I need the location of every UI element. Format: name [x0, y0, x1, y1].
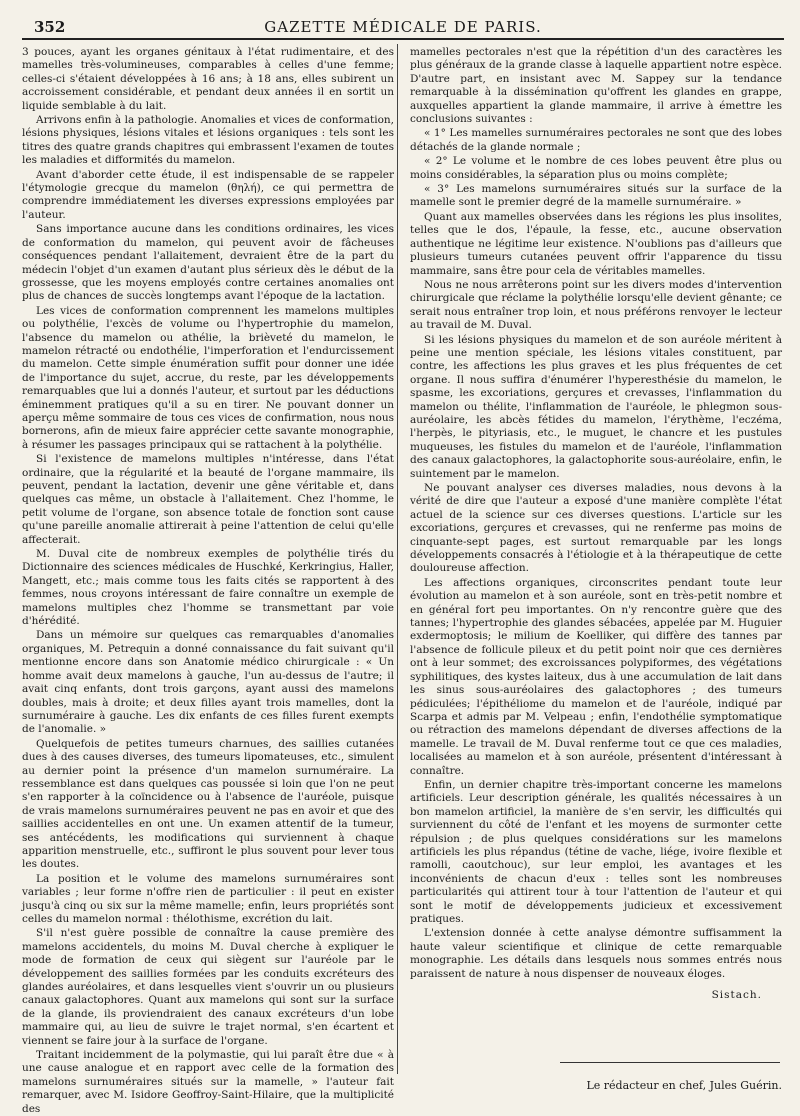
paragraph: Quant aux mamelles observées dans les régions les plus insolites, telles que le dos, l'épaule, la fesse, etc., aucune observation authentique ne légitime leur existence. N'oublions pas d'ailleurs que plusieurs tumeurs cutanées peuvent offrir l'apparence du tissu mammaire, sans être pour cela de véritables mamelles.	[410, 210, 782, 277]
paragraph: mamelles pectorales n'est que la répétition d'un des caractères les plus généraux de la grande classe à laquelle appartient notre espèce. D'autre part, en insistant avec M. Sappey sur la tendance remarquable à la dissémination qu'offrent les glandes en grappe, auxquelles appartient la glande mammaire, il arrive à émettre les conclusions suivantes :	[410, 46, 782, 126]
editor-line: Le rédacteur en chef, Jules Guérin.	[586, 1079, 782, 1093]
paragraph: La position et le volume des mamelons surnuméraires sont variables ; leur forme n'offre rien de particulier : il peut en exister jusqu'à cinq ou six sur la même mamelle; enfin, leurs propriétés sont celles du mamelon normal : thélothisme, excrétion du lait.	[22, 872, 394, 925]
paragraph: Nous ne nous arrêterons point sur les divers modes d'intervention chirurgicale que réclame la polythélie lorsqu'elle devient gênante; ce serait nous entraîner trop loin, et nous préférons renvoyer le lecteur au travail de M. Duval.	[410, 278, 782, 332]
paragraph: « 3° Les mamelons surnuméraires situés sur la surface de la mamelle sont le premier degré de la mamelle surnuméraire. »	[410, 183, 782, 209]
paragraph: 3 pouces, ayant les organes génitaux à l'état rudimentaire, et des mamelles très-volumineuses, comparables à celles d'une femme; celles-ci s'étaient développées à 16 ans; à 18 ans, elles subirent un accroissement considérable, et pendant deux années il en sortit un liquide semblable à du lait.	[22, 46, 394, 112]
paragraph: L'extension donnée à cette analyse démontre suffisamment la haute valeur scientifique et clinique de cette remarquable monographie. Les détails dans lesquels nous sommes entrés nous paraissent de nature à nous dispenser de nouveaux éloges.	[410, 927, 782, 980]
paragraph: Sans importance aucune dans les conditions ordinaires, les vices de conformation du mamelon, qui peuvent avoir de fâcheuses conséquences pendant l'allaitement, devraient être de la part du médecin l'objet d'un examen d'autant plus sérieux dès le début de la grossesse, que les moyens employés contre certaines anomalies ont plus de chances de succès longtemps avant l'époque de la lactation.	[22, 223, 394, 303]
paragraph: « 1° Les mamelles surnuméraires pectorales ne sont que des lobes détachés de la glande normale ;	[410, 127, 782, 153]
left-column	[22, 46, 394, 1115]
journal-title: GAZETTE MÉDICALE DE PARIS.	[264, 18, 542, 36]
section-rule	[560, 1062, 780, 1063]
paragraph: Ne pouvant analyser ces diverses maladies, nous devons à la vérité de dire que l'auteur a exposé d'une manière complète l'état actuel de la science sur ces diverses questions. L'article sur les excoriations, gerçures et crevasses, qui ne renferme pas moins de cinquante-sept pages, est surtout remarquable par les longs développements consacrés à l'étiologie et à la thérapeutique de cette douloureuse affection.	[410, 482, 782, 575]
paragraph: Traitant incidemment de la polymastie, qui lui paraît être due « à une cause analogue et en rapport avec celle de la formation des mamelons surnuméraires situés sur la mamelle, » l'auteur fait remarquer, avec M. Isidore Geoffroy-Saint-Hilaire, que la multiplicité des	[22, 1049, 394, 1115]
page-number: 352	[34, 18, 66, 36]
paragraph: M. Duval cite de nombreux exemples de polythélie tirés du Dictionnaire des sciences médicales de Huschké, Kerkringius, Haller, Mangett, etc.; mais comme tous les faits cités se rapportent à des femmes, nous croyons intéressant de faire connaître un exemple de mamelons multiples chez l'homme se transmettant par voie d'hérédité.	[22, 548, 394, 628]
paragraph: Les vices de conformation comprennent les mamelons multiples ou polythélie, l'excès de volume ou l'hypertrophie du mamelon, l'absence du mamelon ou athélie, la brièveté du mamelon, le mamelon rétracté ou endothélie, l'imperforation et l'endurcissement du mamelon. Cette simple énumération suffit pour donner une idée de l'importance du sujet, accrue, du reste, par les développements remarquables que lui a donnés l'auteur, et surtout par les déductions éminemment pratiques qu'il a su en tirer. Ne pouvant donner un aperçu même sommaire de tous ces vices de confirmation, nous nous bornerons, afin de mieux faire apprécier cette savante monographie, à résumer les passages principaux qui se rattachent à la polythélie.	[22, 304, 394, 451]
paragraph: S'il n'est guère possible de connaître la cause première des mamelons accidentels, du moins M. Duval cherche à expliquer le mode de formation de ceux qui siègent sur l'auréole par le développement des saillies formées par les conduits excréteurs des glandes auréolaires, et dans lesquelles vient s'ouvrir un ou plusieurs canaux galactophores. Quant aux mamelons qui sont sur la surface de la glande, ils proviendraient des canaux excréteurs d'un lobe mammaire qui, au lieu de suivre le trajet normal, s'en écartent et viennent se faire jour à la surface de l'organe.	[22, 927, 394, 1047]
paragraph: Dans un mémoire sur quelques cas remarquables d'anomalies organiques, M. Petrequin a donné connaissance du fait suivant qu'il mentionne encore dans son Anatomie médico chirurgicale : « Un homme avait deux mamelons à gauche, l'un au-dessus de l'autre; il avait cinq enfants, dont trois garçons, ayant aussi des mamelons doubles, mais à droite; et deux filles ayant trois mamelles, dont la surnuméraire à gauche. Les dix enfants de ces filles furent exempts de l'anomalie. »	[22, 629, 394, 736]
paragraph: Avant d'aborder cette étude, il est indispensable de se rappeler l'étymologie grecque du mamelon (θηλή), ce qui permettra de comprendre immédiatement les diverses expressions employées par l'auteur.	[22, 168, 394, 221]
author-signature: Sistach.	[711, 989, 762, 1002]
page-header	[22, 8, 784, 40]
paragraph: Si l'existence de mamelons multiples n'intéresse, dans l'état ordinaire, que la régularité et la beauté de l'organe mammaire, ils peuvent, pendant la lactation, devenir une gêne véritable et, dans quelques cas même, un obstacle à l'allaitement. Chez l'homme, le petit volume de l'organe, son absence totale de fonction sont cause qu'une pareille anomalie attirerait à peine l'attention de celui qu'elle affecterait.	[22, 453, 394, 546]
paragraph: Enfin, un dernier chapitre très-important concerne les mamelons artificiels. Leur description générale, les qualités nécessaires à un bon mamelon artificiel, la manière de s'en servir, les difficultés qui surviennent du côté de l'enfant et les moyens de surmonter cette répulsion ; de plus quelques considérations sur les mamelons artificiels les plus répandus (tétine de vache, liége, ivoire flexible et ramolli, caoutchouc), sur leur emploi, les avantages et les inconvénients de chacun d'eux : telles sont les nombreuses particularités qui attirent tour à tour l'attention de l'auteur et qui sont le motif de développements judicieux et excessivement pratiques.	[410, 778, 782, 925]
paragraph: Arrivons enfin à la pathologie. Anomalies et vices de conformation, lésions physiques, lésions vitales et lésions organiques : tels sont les titres des quatre grands chapitres qui embrassent l'examen de toutes les maladies et difformités du mamelon.	[22, 114, 394, 167]
paragraph: Les affections organiques, circonscrites pendant toute leur évolution au mamelon et à son auréole, sont en très-petit nombre et en général fort peu importantes. On n'y rencontre guère que des tannes; l'hypertrophie des glandes sébacées, appelée par M. Huguier exdermoptosis; le milium de Koelliker, qui diffère des tannes par l'absence de follicule pileux et du petit point noir que ces dernières ont à leur sommet; des excroissances polypiformes, des végétations syphilitiques, des kystes laiteux, dus à une accumulation de lait dans les sinus sous-auréolaires des galactophores ; des tumeurs pédiculées; l'épithéliome du mamelon et de l'auréole, indiqué par Scarpa et admis par M. Velpeau ; enfin, l'endothélie symptomatique ou rétraction des mamelons dépendant de diverses affections de la mamelle. Le travail de M. Duval renferme tout ce que ces maladies, localisées au mamelon et à son auréole, présentent d'intéressant à connaître.	[410, 576, 782, 777]
paragraph: Si les lésions physiques du mamelon et de son auréole méritent à peine une mention spéciale, les lésions vitales constituent, par contre, les affections les plus graves et les plus fréquentes de cet organe. Il nous suffira d'énumérer l'hyperesthésie du mamelon, le spasme, les excoriations, gerçures et crevasses, l'inflammation du mamelon ou thélite, l'inflammation de l'auréole, le phlegmon sous-auréolaire, les abcès fétides du mamelon, l'érythème, l'eczéma, l'herpès, le pityriasis, etc., le muguet, le chancre et les pustules muqueuses, les fistules du mamelon et de l'auréole, l'inflammation des canaux galactophores, la galactophorite sous-auréolaire, enfin, le suintement par le mamelon.	[410, 333, 782, 480]
right-column	[410, 46, 782, 1093]
paragraph: Quelquefois de petites tumeurs charnues, des saillies cutanées dues à des causes diverses, des tumeurs lipomateuses, etc., simulent au dernier point la présence d'un mamelon surnuméraire. La ressemblance est dans quelques cas poussée si loin que l'on ne peut s'en rapporter à la coïncidence ou à l'absence de l'auréole, puisque de vrais mamelons surnuméraires peuvent ne pas en avoir et que des saillies accidentelles en ont une. Un examen attentif de la tumeur, ses antécédents, les modifications qui surviennent à chaque apparition menstruelle, etc., suffiront le plus souvent pour lever tous les doutes.	[22, 737, 394, 871]
paragraph: « 2° Le volume et le nombre de ces lobes peuvent être plus ou moins considérables, la séparation plus ou moins complète;	[410, 155, 782, 181]
column-divider	[397, 44, 398, 1074]
